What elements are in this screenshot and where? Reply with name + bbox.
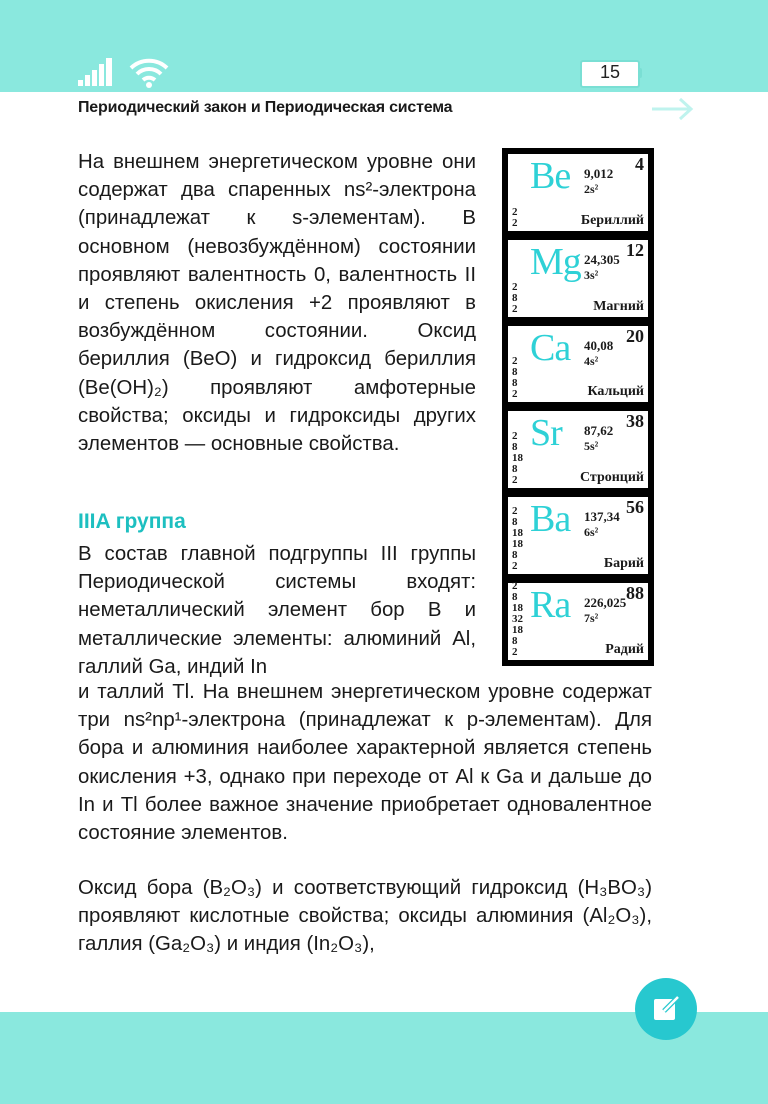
paragraph-1: На внешнем энергетическом уровне они содержат два спаренных ns²-электрона (принадлежат к s-элементам). В основном (невозбуждённом) состоянии проявляют валентность 0, валентность II и степень окисления +2 проявляют в возбуждённом состоянии. Оксид бериллия (BeO) и гидроксид бериллия (Be(OH)₂) проявляют амфотерные свойства; оксиды и гидроксиды других элементов — основные свойства.	[78, 151, 476, 456]
element-cell	[505, 494, 651, 577]
atomic-number: 38	[626, 411, 644, 432]
atomic-mass: 40,08	[584, 337, 614, 353]
electron-config: 3s²	[584, 267, 599, 282]
element-symbol: Mg	[530, 240, 581, 283]
electron-shells: 2 8 18 18 8 2	[512, 505, 523, 573]
battery-icon	[580, 60, 642, 88]
element-cell	[505, 580, 651, 663]
paragraph-3: и таллий Tl. На внешнем энергетическом уровне содержат три ns²np¹-электрона (принадлежат к p-элементам). Для бора и алюминия наиболее характерной является степень окисления +3, однако при переходе от Al к Ga и дальше до In и Tl более важное значение приобретает одновалентное состояние элементов.	[78, 681, 652, 845]
electron-shells: 2 8 2	[512, 280, 518, 315]
electron-shells: 2 8 18 8 2	[512, 430, 523, 487]
element-name: Радий	[605, 641, 644, 657]
section-heading: IIIA группа	[78, 510, 186, 533]
element-symbol: Ba	[530, 498, 571, 541]
atomic-number: 12	[626, 239, 644, 260]
atomic-number: 20	[626, 325, 644, 346]
element-name: Кальций	[587, 384, 644, 400]
electron-shells: 2 8 8 2	[512, 355, 518, 401]
element-symbol: Sr	[530, 412, 562, 455]
atomic-number: 4	[635, 154, 644, 174]
atomic-mass: 137,34	[584, 509, 620, 525]
electron-config: 5s²	[584, 439, 599, 454]
signal-icon	[78, 58, 114, 86]
running-head: Периодический закон и Периодическая система	[78, 99, 453, 116]
paragraph-4: Оксид бора (B₂O₃) и соответствующий гидроксид (H₃BO₃) проявляют кислотные свойства; оксиды алюминия (Al₂O₃), галлия (Ga₂O₃) и индия (In₂O₃),	[78, 877, 652, 956]
atomic-number: 56	[626, 497, 644, 518]
arrow-right-icon[interactable]	[650, 96, 694, 122]
electron-shells: 2 2	[512, 205, 518, 229]
element-symbol: Ca	[530, 326, 571, 369]
electron-config: 6s²	[584, 525, 599, 540]
atomic-number: 88	[626, 583, 644, 604]
atomic-mass: 87,62	[584, 423, 614, 439]
atomic-mass: 24,305	[584, 251, 620, 267]
element-cell	[505, 408, 651, 491]
element-symbol: Be	[530, 155, 571, 197]
wifi-icon	[128, 56, 170, 88]
element-cell	[505, 237, 651, 320]
periodic-table-group-2	[502, 148, 654, 666]
edit-note-icon	[635, 978, 697, 1040]
element-symbol: Ra	[530, 584, 571, 627]
page-number: 15	[599, 62, 621, 82]
atomic-mass: 226,025	[584, 595, 627, 611]
paragraph-2: В состав главной подгруппы III группы Периодической системы входят: неметаллический элемент бор B и металлические элементы: алюминий Al, галлий Ga, индий In	[78, 543, 476, 678]
element-name: Магний	[593, 298, 644, 314]
element-cell	[505, 323, 651, 406]
electron-config: 2s²	[584, 182, 599, 196]
element-name: Стронций	[579, 470, 644, 486]
electron-config: 4s²	[584, 353, 599, 368]
atomic-mass: 9,012	[584, 166, 614, 181]
header-band	[0, 0, 768, 92]
element-cell	[505, 151, 651, 234]
element-name: Барий	[603, 556, 644, 572]
electron-shells: 2 8 18 32 18 8 2	[512, 579, 523, 658]
element-name: Бериллий	[580, 212, 644, 228]
edit-note-button[interactable]	[635, 978, 697, 1040]
electron-config: 7s²	[584, 611, 599, 626]
